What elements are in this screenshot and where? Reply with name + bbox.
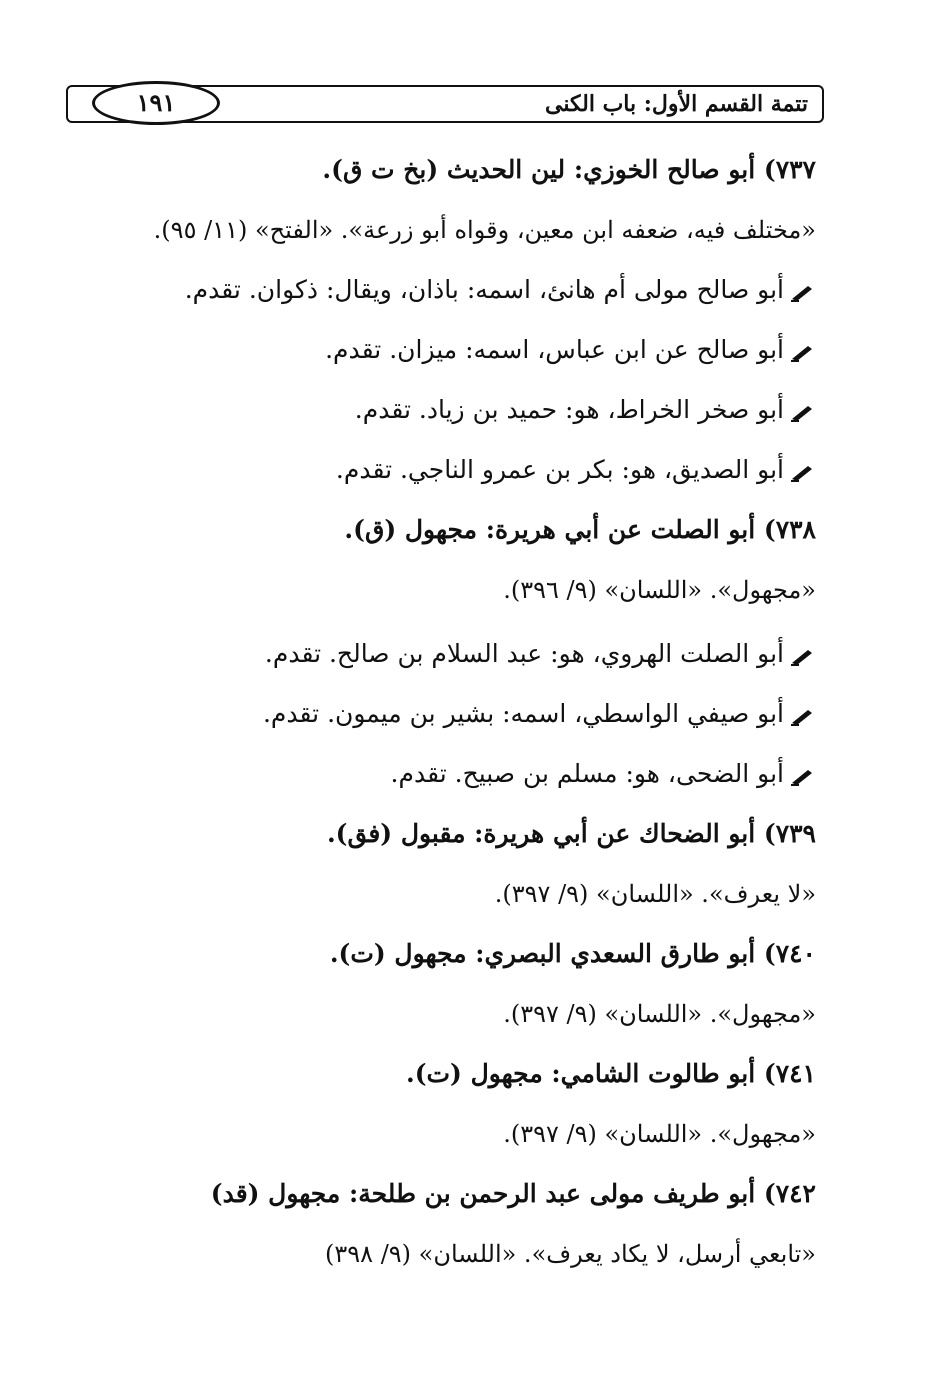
entry-line: ٧٤١) أبو طالوت الشامي: مجهول (ت). [405,1059,816,1088]
pen-icon [790,646,816,666]
note-line: «لا يعرف». «اللسان» (٩/ ٣٩٧). [494,880,816,908]
pen-icon [790,282,816,302]
pen-icon [790,342,816,362]
reference-line: أبو صالح عن ابن عباس، اسمه: ميزان. تقدم. [325,333,816,367]
reference-line: أبو الصديق، هو: بكر بن عمرو الناجي. تقدم. [336,453,816,487]
header-title: تتمة القسم الأول: باب الكنى [545,91,808,117]
pen-icon [790,462,816,482]
reference-line: أبو الصلت الهروي، هو: عبد السلام بن صالح. تقدم. [265,637,816,671]
running-header [66,85,824,123]
pen-icon [790,766,816,786]
page-number: ١٩١ [92,81,220,125]
entry-line: ٧٣٩) أبو الضحاك عن أبي هريرة: مقبول (فق). [326,819,816,848]
reference-line: أبو صالح مولى أم هانئ، اسمه: باذان، ويقال: ذكوان. تقدم. [185,273,816,307]
entry-line: ٧٣٨) أبو الصلت عن أبي هريرة: مجهول (ق). [344,515,816,544]
reference-line: أبو صيفي الواسطي، اسمه: بشير بن ميمون. تقدم. [263,697,816,731]
entry-line: ٧٤٢) أبو طريف مولى عبد الرحمن بن طلحة: مجهول (قد) [210,1179,816,1208]
note-line: «مختلف فيه، ضعفه ابن معين، وقواه أبو زرعة». «الفتح» (١١/ ٩٥). [153,216,816,244]
note-line: «تابعي أرسل، لا يكاد يعرف». «اللسان» (٩/ ٣٩٨) [325,1240,816,1268]
note-line: «مجهول». «اللسان» (٩/ ٣٩٧). [503,1120,816,1148]
pen-icon [790,706,816,726]
note-line: «مجهول». «اللسان» (٩/ ٣٩٧). [503,1000,816,1028]
pen-icon [790,402,816,422]
entry-line: ٧٤٠) أبو طارق السعدي البصري: مجهول (ت). [329,939,816,968]
entry-line: ٧٣٧) أبو صالح الخوزي: لين الحديث (بخ ت ق). [322,155,816,184]
reference-line: أبو صخر الخراط، هو: حميد بن زياد. تقدم. [355,393,816,427]
note-line: «مجهول». «اللسان» (٩/ ٣٩٦). [503,576,816,604]
reference-line: أبو الضحى، هو: مسلم بن صبيح. تقدم. [391,757,816,791]
